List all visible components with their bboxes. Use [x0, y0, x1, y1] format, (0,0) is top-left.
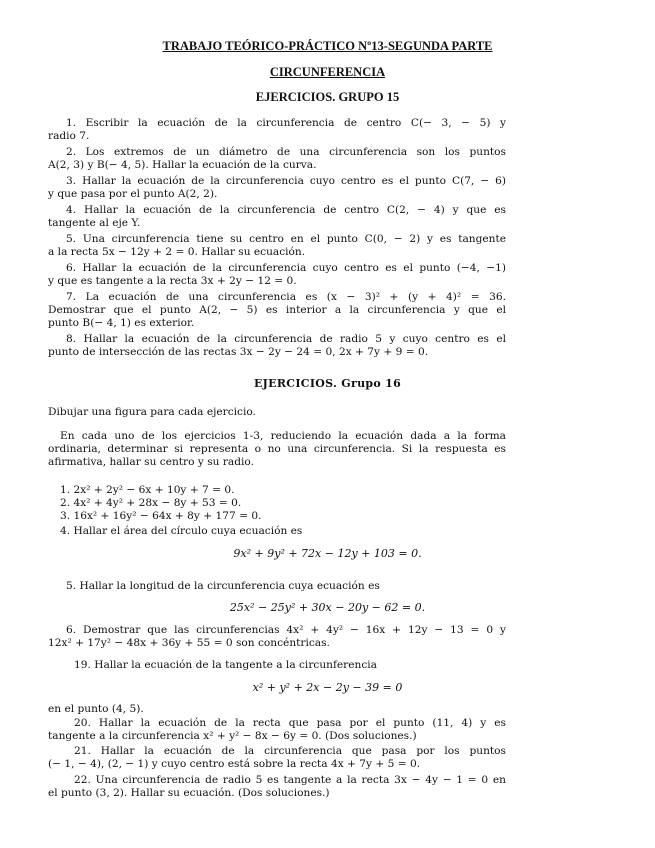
g16-ex19: 19. Hallar la ecuación de la tangente a la circunferencia [74, 659, 377, 671]
g16-ex21-line1: 21. Hallar la ecuación de la circunferencia que pasa por los puntos [74, 745, 506, 757]
g16-ex20-line1: 20. Hallar la ecuación de la recta que pasa por el punto (11, 4) y es [74, 717, 506, 729]
g15-ex5-line1: 5. Una circunferencia tiene su centro en el punto C(0, − 2) y es tangente [66, 233, 506, 245]
g16-ex4-equation: 9x² + 9y² + 72x − 12y + 103 = 0. [233, 547, 422, 560]
g16-ex19-end: en el punto (4, 5). [48, 703, 144, 715]
topic-title: CIRCUNFERENCIA [269, 65, 386, 79]
g15-ex4-line2: tangente al eje Y. [48, 217, 141, 229]
g15-ex1-line1: 1. Escribir la ecuación de la circunferencia de centro C(− 3, − 5) y [66, 117, 506, 129]
g16-ex3: 3. 16x² + 16y² − 64x + 8y + 177 = 0. [60, 510, 262, 522]
g16-ex22-line2: el punto (3, 2). Hallar su ecuación. (Dos soluciones.) [48, 787, 330, 799]
g16-para-line1: En cada uno de los ejercicios 1-3, reduciendo la ecuación dada a la forma [60, 430, 506, 442]
g15-ex7-line2: Demostrar que el punto A(2, − 5) es interior a la circunferencia y que el [48, 304, 506, 316]
g16-para-line3: afirmativa, hallar su centro y su radio. [48, 456, 254, 468]
g15-ex3-line1: 3. Hallar la ecuación de la circunferencia cuyo centro es el punto C(7, − 6) [66, 175, 506, 187]
g15-ex7-line3: punto B(− 4, 1) es exterior. [48, 317, 195, 329]
g15-ex5-line2: a la recta 5x − 12y + 2 = 0. Hallar su ecuación. [48, 246, 306, 258]
g16-intro: Dibujar una figura para cada ejercicio. [48, 406, 256, 418]
g16-ex6-line1: 6. Demostrar que las circunferencias 4x² + 4y² − 16x + 12y − 13 = 0 y [66, 624, 506, 636]
g16-ex20-line2: tangente a la circunferencia x² + y² − 8x − 6y = 0. (Dos soluciones.) [48, 730, 417, 742]
g16-ex4: 4. Hallar el área del círculo cuya ecuación es [60, 525, 303, 537]
g16-ex5: 5. Hallar la longitud de la circunferencia cuya ecuación es [66, 580, 380, 592]
g15-ex3-line2: y que pasa por el punto A(2, 2). [48, 188, 218, 200]
g15-ex4-line1: 4. Hallar la ecuación de la circunferencia de centro C(2, − 4) y que es [66, 204, 506, 216]
g16-para-line2: ordinaria, determinar si representa o no una circunferencia. Si la respuesta es [48, 443, 506, 455]
g15-ex6-line1: 6. Hallar la ecuación de la circunferencia cuyo centro es el punto (−4, −1) [66, 262, 506, 274]
g15-ex2-line1: 2. Los extremos de un diámetro de una circunferencia son los puntos [66, 146, 506, 158]
g15-ex8-line1: 8. Hallar la ecuación de la circunferencia de radio 5 y cuyo centro es el [66, 333, 506, 345]
g16-ex22-line1: 22. Una circunferencia de radio 5 es tangente a la recta 3x − 4y − 1 = 0 en [74, 774, 506, 786]
g16-ex21-line2: (− 1, − 4), (2, − 1) y cuyo centro está sobre la recta 4x + 7y + 5 = 0. [48, 758, 421, 770]
g15-ex7-line1: 7. La ecuación de una circunferencia es (x − 3)² + (y + 4)² = 36. [66, 291, 506, 303]
g15-ex1-line2: radio 7. [48, 130, 90, 142]
g16-ex5-equation: 25x² − 25y² + 30x − 20y − 62 = 0. [229, 601, 426, 614]
g15-ex2-line2: A(2, 3) y B(− 4, 5). Hallar la ecuación de la curva. [48, 159, 317, 171]
g15-ex8-line2: punto de intersección de las rectas 3x − 2y − 24 = 0, 2x + 7y + 9 = 0. [48, 346, 429, 358]
g16-ex19-equation: x² + y² + 2x − 2y − 39 = 0 [252, 681, 403, 694]
g15-ex6-line2: y que es tangente a la recta 3x + 2y − 12 = 0. [48, 275, 297, 287]
group16-heading: EJERCICIOS. Grupo 16 [253, 377, 402, 390]
g16-ex2: 2. 4x² + 4y² + 28x − 8y + 53 = 0. [60, 497, 242, 509]
g16-ex6-line2: 12x² + 17y² − 48x + 36y + 55 = 0 son concéntricas. [48, 637, 330, 649]
g16-ex1: 1. 2x² + 2y² − 6x + 10y + 7 = 0. [60, 484, 235, 496]
group15-heading: EJERCICIOS. GRUPO 15 [255, 90, 400, 104]
document-title: TRABAJO TEÓRICO-PRÁCTICO Nº13-SEGUNDA PARTE [162, 39, 493, 53]
